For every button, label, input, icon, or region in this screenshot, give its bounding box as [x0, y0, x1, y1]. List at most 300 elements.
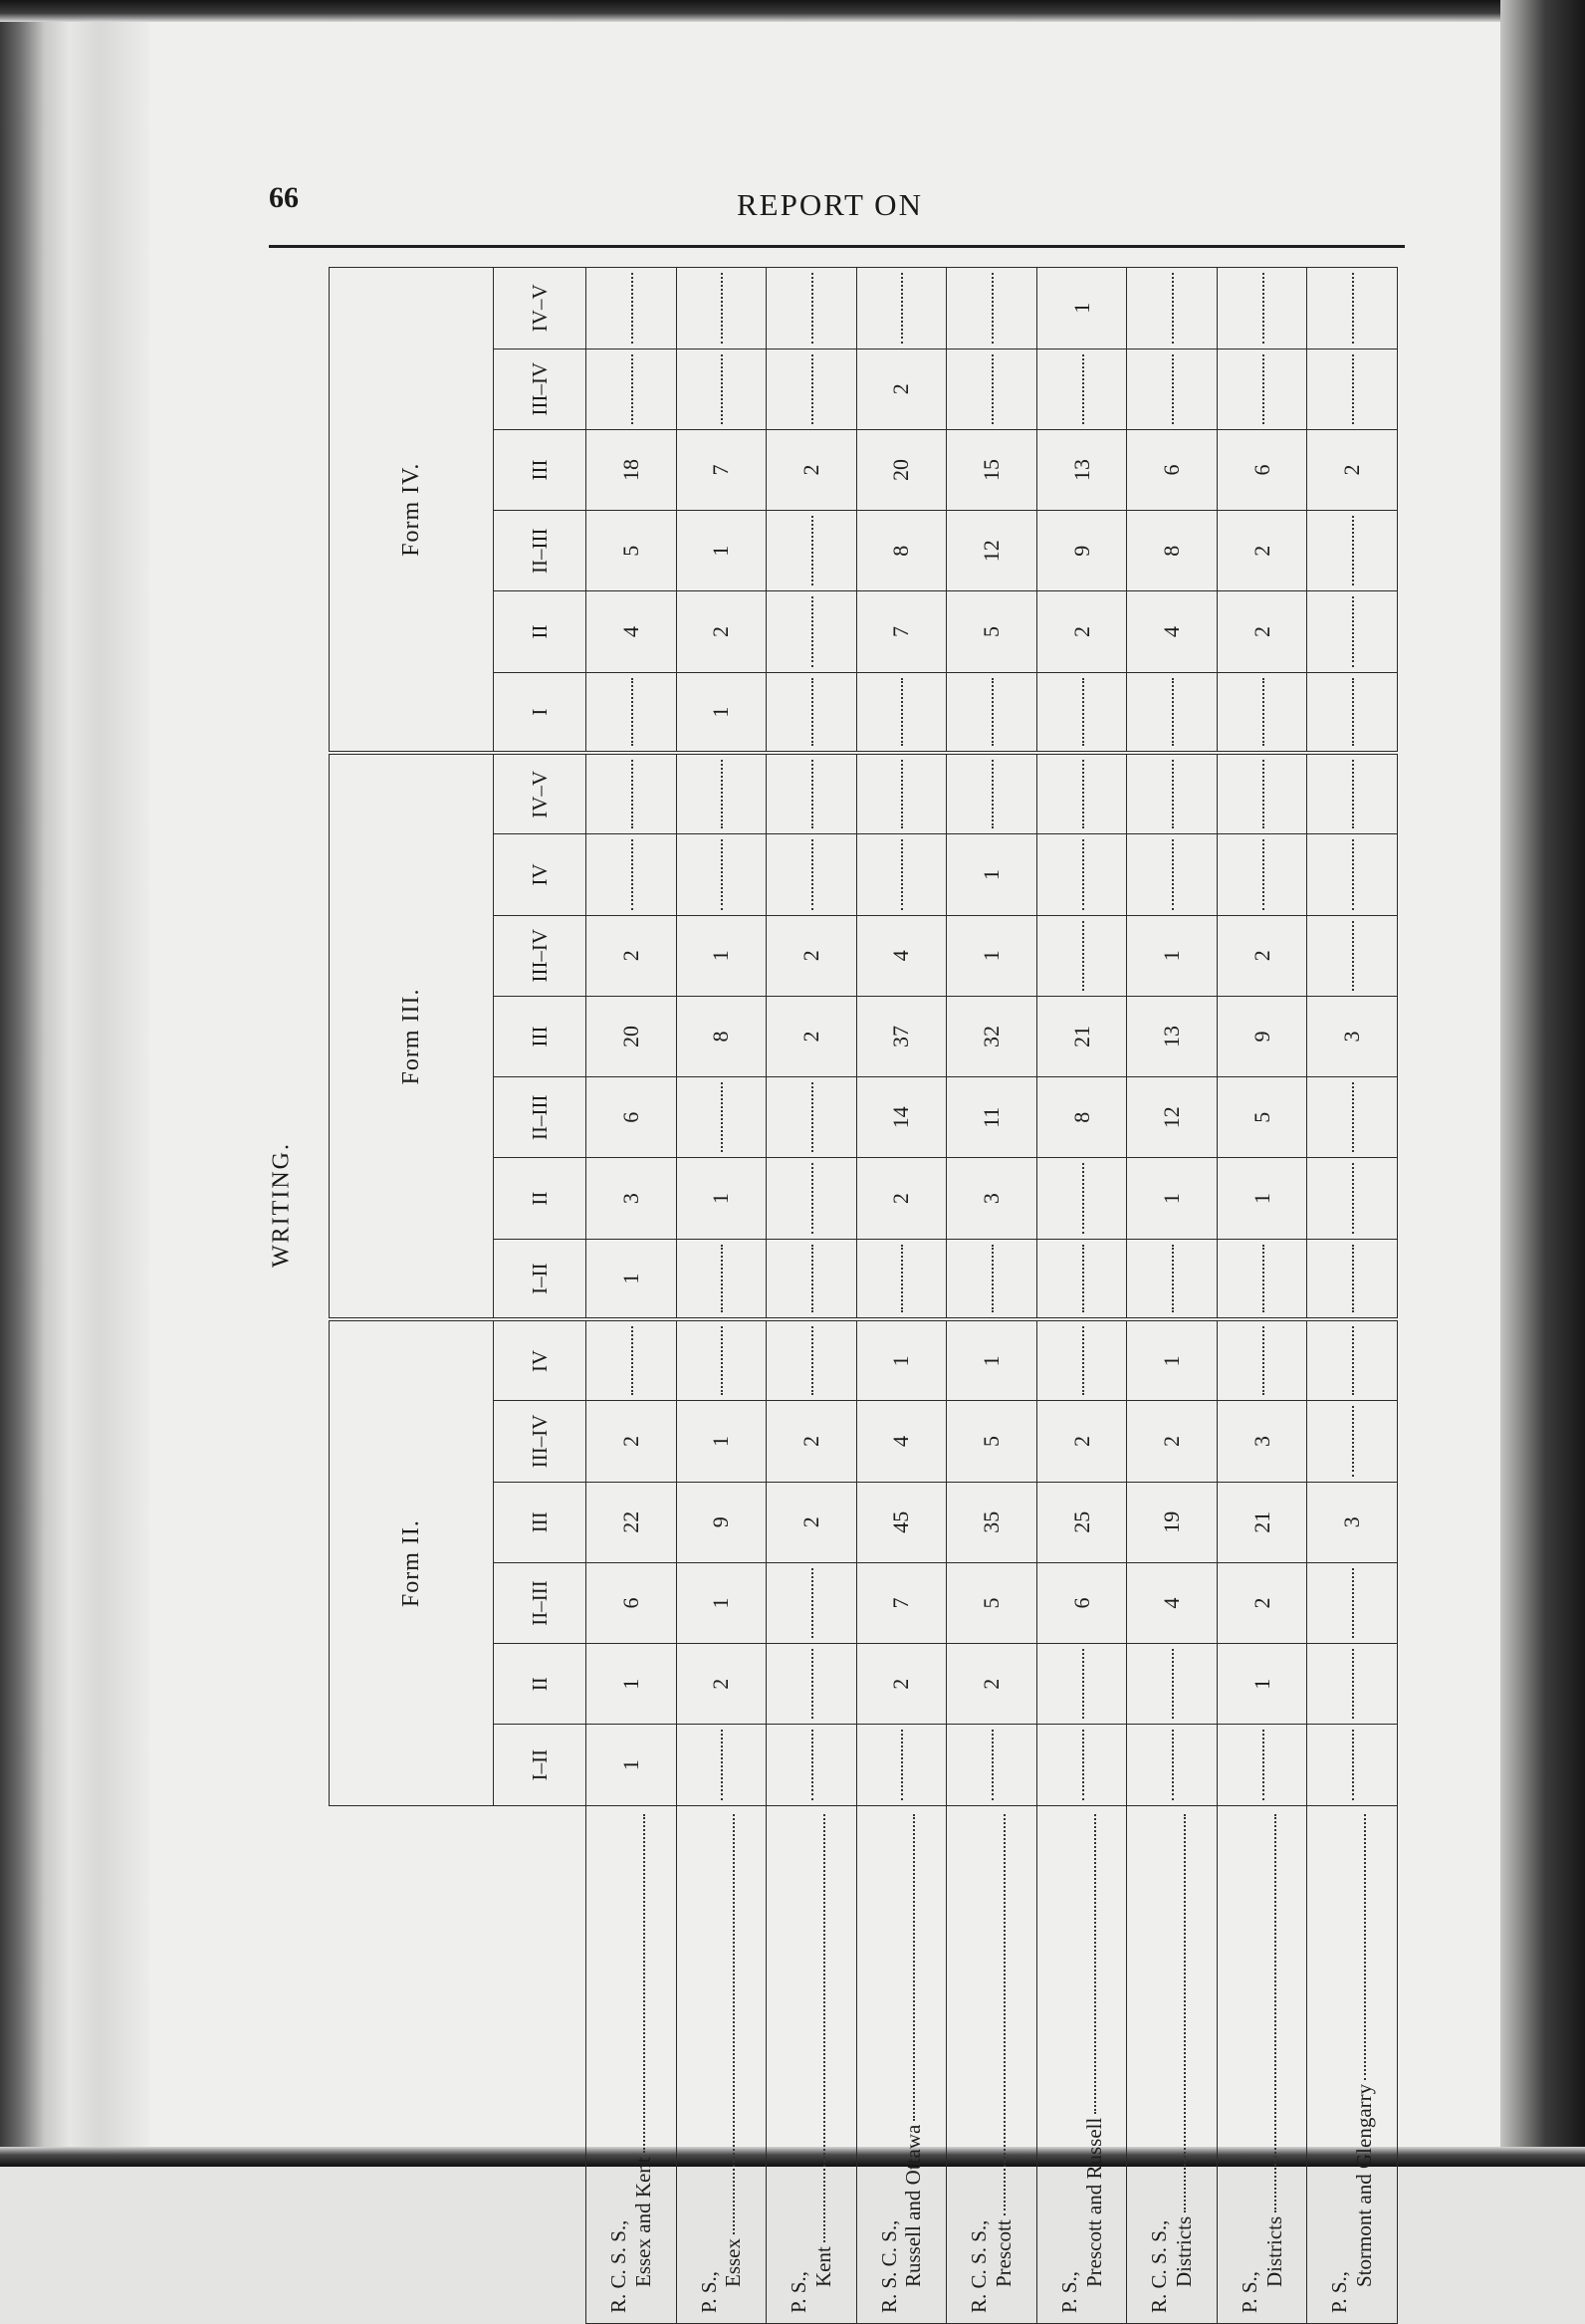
school-type-label: R. C. S. S.,: [606, 2219, 630, 2313]
district-cell: [676, 1805, 767, 2323]
empty-cell-leader: [947, 1239, 1037, 1319]
dot-leader: [1082, 354, 1084, 424]
count-cell: 2: [1127, 1401, 1218, 1482]
school-type-label: R. C. S. S.,: [1147, 2219, 1172, 2313]
count-cell: 6: [586, 1077, 677, 1158]
count-cell: 1: [1217, 1644, 1307, 1725]
district-cell: [767, 1805, 857, 2323]
column-header: III–IV: [494, 1401, 586, 1482]
table-body: [586, 268, 1398, 2324]
empty-cell-leader: [1036, 834, 1127, 915]
dot-leader: [811, 1649, 813, 1719]
dot-leader: [811, 1163, 813, 1233]
empty-cell-leader: [1307, 1239, 1398, 1319]
count-cell: 2: [856, 349, 947, 429]
district-cell: [1127, 1805, 1218, 2323]
empty-cell-leader: [947, 1725, 1037, 1805]
table-row: [1307, 268, 1398, 2324]
scan-border-right: [1500, 0, 1585, 2167]
dot-leader: [811, 1568, 813, 1638]
empty-cell-leader: [767, 1725, 857, 1805]
empty-cell-leader: [856, 1725, 947, 1805]
district-name: Districts: [1172, 2215, 1197, 2287]
count-cell: 37: [856, 996, 947, 1076]
count-cell: 11: [947, 1077, 1037, 1158]
dot-leader: [631, 760, 633, 828]
count-cell: 2: [586, 1401, 677, 1482]
empty-cell-leader: [1127, 1644, 1218, 1725]
dot-leader: [631, 678, 633, 747]
school-type-label: P. S.,: [1056, 2270, 1081, 2313]
form-iii-header: Form III.: [330, 753, 494, 1319]
dot-leader: [1172, 760, 1174, 828]
empty-cell-leader: [1127, 1725, 1218, 1805]
empty-cell-leader: [767, 1562, 857, 1643]
dot-leader: [1172, 1730, 1174, 1799]
dot-leader: [1352, 1082, 1354, 1152]
count-cell: 3: [947, 1158, 1037, 1239]
column-header: IV–V: [494, 753, 586, 833]
dot-leader: [1172, 1649, 1174, 1719]
count-cell: 1: [1127, 1319, 1218, 1400]
empty-cell-leader: [1307, 672, 1398, 753]
dot-leader: [901, 273, 903, 344]
count-cell: 15: [947, 429, 1037, 510]
count-cell: 9: [1036, 511, 1127, 591]
count-cell: 4: [1127, 591, 1218, 672]
empty-cell-leader: [586, 1319, 677, 1400]
dot-leader: [1262, 1245, 1264, 1313]
count-cell: 18: [586, 429, 677, 510]
dot-leader: [721, 273, 723, 344]
count-cell: 8: [676, 996, 767, 1076]
count-cell: 4: [856, 1401, 947, 1482]
empty-cell-leader: [1127, 268, 1218, 349]
dot-leader: [1262, 678, 1264, 747]
dot-leader: [1172, 678, 1174, 747]
district-name: Districts: [1261, 2215, 1286, 2287]
dot-leader: [1262, 354, 1264, 424]
dot-leader: [1274, 1814, 1276, 2212]
column-header: II: [494, 591, 586, 672]
school-type-label: R. C. S. S.,: [967, 2219, 992, 2313]
dot-leader: [1352, 1245, 1354, 1313]
dot-leader: [1082, 1163, 1084, 1233]
district-name-line: [1172, 1814, 1197, 2313]
dot-leader: [811, 678, 813, 747]
district-name-line: [631, 1814, 656, 2313]
count-cell: 2: [1036, 591, 1127, 672]
count-cell: 14: [856, 1077, 947, 1158]
empty-cell-leader: [767, 1239, 857, 1319]
count-cell: 2: [856, 1158, 947, 1239]
count-cell: 45: [856, 1482, 947, 1562]
empty-cell-leader: [1036, 1644, 1127, 1725]
header-rule: [269, 245, 1405, 248]
dot-leader: [811, 839, 813, 909]
empty-cell-leader: [767, 1077, 857, 1158]
dot-leader: [1352, 921, 1354, 991]
district-cell: [947, 1805, 1037, 2323]
dot-leader: [1352, 354, 1354, 424]
dot-leader: [1094, 1814, 1096, 2114]
count-cell: 21: [1217, 1482, 1307, 1562]
dot-leader: [721, 1326, 723, 1395]
count-cell: 2: [947, 1644, 1037, 1725]
count-cell: 6: [1217, 429, 1307, 510]
empty-cell-leader: [1217, 1319, 1307, 1400]
dot-leader: [1352, 1163, 1354, 1233]
count-cell: 1: [947, 834, 1037, 915]
empty-cell-leader: [1217, 834, 1307, 915]
running-head: REPORT ON: [737, 187, 923, 222]
dot-leader: [631, 273, 633, 344]
dot-leader: [1352, 839, 1354, 909]
empty-cell-leader: [1307, 1401, 1398, 1482]
dot-leader: [1004, 1814, 1006, 2216]
dot-leader: [1352, 1649, 1354, 1719]
empty-cell-leader: [856, 1239, 947, 1319]
count-cell: 1: [947, 915, 1037, 996]
dot-leader: [631, 839, 633, 909]
district-name: Russell and Ottawa: [901, 2124, 926, 2287]
empty-cell-leader: [767, 591, 857, 672]
empty-cell-leader: [676, 1319, 767, 1400]
empty-cell-leader: [1036, 753, 1127, 833]
empty-cell-leader: [856, 268, 947, 349]
empty-cell-leader: [1307, 753, 1398, 833]
writing-table: [329, 267, 1398, 2324]
dot-leader: [901, 839, 903, 909]
column-header: II: [494, 1644, 586, 1725]
empty-cell-leader: [676, 1239, 767, 1319]
empty-cell-leader: [676, 753, 767, 833]
table-row: [856, 268, 947, 2324]
dot-leader: [811, 596, 813, 666]
count-cell: 1: [1127, 915, 1218, 996]
empty-cell-leader: [1307, 1077, 1398, 1158]
empty-cell-leader: [1307, 1562, 1398, 1643]
dot-leader: [1364, 1814, 1366, 2080]
empty-cell-leader: [1307, 1319, 1398, 1400]
empty-cell-leader: [1036, 915, 1127, 996]
count-cell: 3: [1217, 1401, 1307, 1482]
column-header: IV–V: [494, 268, 586, 349]
district-cell: [856, 1805, 947, 2323]
count-cell: 2: [1307, 429, 1398, 510]
dot-leader: [721, 1730, 723, 1799]
dot-leader: [721, 1082, 723, 1152]
count-cell: 25: [1036, 1482, 1127, 1562]
count-cell: 7: [676, 429, 767, 510]
dot-leader: [1352, 596, 1354, 666]
dot-leader: [1172, 839, 1174, 909]
empty-cell-leader: [1036, 1725, 1127, 1805]
count-cell: 5: [947, 1401, 1037, 1482]
school-type-label: P. S.,: [1327, 2270, 1352, 2313]
dot-leader: [811, 1326, 813, 1395]
district-name: Stormont and Glengarry: [1352, 2083, 1377, 2287]
dot-leader: [1352, 516, 1354, 585]
form-group-header-row: [330, 268, 494, 2324]
count-cell: 2: [856, 1644, 947, 1725]
empty-cell-leader: [1307, 915, 1398, 996]
empty-cell-leader: [586, 672, 677, 753]
district-cell: [586, 1805, 677, 2323]
empty-cell-leader: [676, 1077, 767, 1158]
dot-leader: [1082, 1326, 1084, 1395]
column-header: III–IV: [494, 349, 586, 429]
count-cell: 35: [947, 1482, 1037, 1562]
empty-cell-leader: [947, 753, 1037, 833]
empty-cell-leader: [1307, 591, 1398, 672]
dot-leader: [1352, 1730, 1354, 1799]
count-cell: 1: [1127, 1158, 1218, 1239]
empty-cell-leader: [1036, 672, 1127, 753]
district-name-line: [811, 1814, 836, 2313]
count-cell: 1: [1217, 1158, 1307, 1239]
dot-leader: [1082, 921, 1084, 991]
empty-cell-leader: [586, 349, 677, 429]
count-cell: 2: [1217, 511, 1307, 591]
column-header: II: [494, 1158, 586, 1239]
count-cell: 2: [1217, 591, 1307, 672]
empty-cell-leader: [676, 268, 767, 349]
dot-leader: [631, 354, 633, 424]
empty-cell-leader: [586, 834, 677, 915]
column-header: I–II: [494, 1239, 586, 1319]
empty-cell-leader: [767, 1158, 857, 1239]
empty-cell-leader: [767, 1319, 857, 1400]
form-ii-header: Form II.: [330, 1319, 494, 1805]
dot-leader: [1082, 760, 1084, 828]
count-cell: 3: [1307, 996, 1398, 1076]
count-cell: 12: [947, 511, 1037, 591]
empty-cell-leader: [767, 753, 857, 833]
district-name: Kent: [810, 2246, 835, 2287]
column-header: I: [494, 672, 586, 753]
count-cell: 22: [586, 1482, 677, 1562]
dot-leader: [823, 1814, 825, 2242]
count-cell: 2: [1217, 1562, 1307, 1643]
empty-cell-leader: [1036, 1319, 1127, 1400]
count-cell: 2: [767, 1401, 857, 1482]
district-name: Essex and Kent: [630, 2157, 655, 2287]
count-cell: 1: [947, 1319, 1037, 1400]
section-title: WRITING.: [268, 1142, 295, 1268]
count-cell: 9: [676, 1482, 767, 1562]
count-cell: 8: [856, 511, 947, 591]
dot-leader: [1352, 1406, 1354, 1476]
scan-border-left: [0, 0, 149, 2167]
empty-cell-leader: [856, 834, 947, 915]
count-cell: 13: [1036, 429, 1127, 510]
column-header: III: [494, 1482, 586, 1562]
count-cell: 5: [1217, 1077, 1307, 1158]
count-cell: 2: [586, 915, 677, 996]
dot-leader: [901, 1730, 903, 1799]
column-header: IV: [494, 1319, 586, 1400]
dot-leader: [1082, 1649, 1084, 1719]
dot-leader: [992, 273, 994, 344]
empty-cell-leader: [947, 672, 1037, 753]
dot-leader: [811, 1082, 813, 1152]
count-cell: 2: [676, 591, 767, 672]
school-type-label: R. S. C. S.,: [876, 2219, 901, 2313]
count-cell: 32: [947, 996, 1037, 1076]
school-type-label: P. S.,: [787, 2270, 811, 2313]
dot-leader: [1262, 839, 1264, 909]
empty-cell-leader: [1217, 1239, 1307, 1319]
empty-cell-leader: [767, 1644, 857, 1725]
dot-leader: [811, 760, 813, 828]
district-cell: [1307, 1805, 1398, 2323]
empty-cell-leader: [676, 1725, 767, 1805]
count-cell: 2: [1036, 1401, 1127, 1482]
count-cell: 1: [676, 672, 767, 753]
empty-cell-leader: [1217, 349, 1307, 429]
count-cell: 21: [1036, 996, 1127, 1076]
dot-leader: [1082, 1245, 1084, 1313]
empty-cell-leader: [1307, 1158, 1398, 1239]
count-cell: 1: [1036, 268, 1127, 349]
empty-cell-leader: [856, 672, 947, 753]
count-cell: 2: [767, 915, 857, 996]
count-cell: 1: [676, 1158, 767, 1239]
empty-cell-leader: [767, 349, 857, 429]
form-iv-header: Form IV.: [330, 268, 494, 754]
dot-leader: [1082, 1730, 1084, 1799]
district-name-line: [1082, 1814, 1107, 2313]
dot-leader: [1172, 273, 1174, 344]
count-cell: 5: [586, 511, 677, 591]
empty-cell-leader: [1127, 753, 1218, 833]
dot-leader: [811, 273, 813, 344]
count-cell: 4: [856, 915, 947, 996]
district-name: Prescott and Russell: [1081, 2117, 1106, 2287]
table-row: [1127, 268, 1218, 2324]
column-header: I–II: [494, 1725, 586, 1805]
district-name-line: [901, 1814, 926, 2313]
empty-cell-leader: [1307, 349, 1398, 429]
district-cell: [1217, 1805, 1307, 2323]
district-name-line: [1352, 1814, 1377, 2313]
empty-cell-leader: [947, 349, 1037, 429]
count-cell: 5: [947, 591, 1037, 672]
count-cell: 12: [1127, 1077, 1218, 1158]
empty-cell-leader: [1307, 834, 1398, 915]
district-column-header: [330, 1805, 586, 2323]
count-cell: 1: [586, 1725, 677, 1805]
scan-border-top: [0, 0, 1585, 22]
count-cell: 19: [1127, 1482, 1218, 1562]
dot-leader: [721, 839, 723, 909]
column-header: III: [494, 996, 586, 1076]
table-row: [947, 268, 1037, 2324]
dot-leader: [992, 1730, 994, 1799]
district-name: Essex: [721, 2238, 746, 2287]
empty-cell-leader: [586, 753, 677, 833]
count-cell: 2: [767, 1482, 857, 1562]
dot-leader: [992, 1245, 994, 1313]
count-cell: 3: [1307, 1482, 1398, 1562]
empty-cell-leader: [767, 511, 857, 591]
empty-cell-leader: [947, 268, 1037, 349]
dot-leader: [901, 760, 903, 828]
table-row: [586, 268, 677, 2324]
empty-cell-leader: [1217, 753, 1307, 833]
empty-cell-leader: [1307, 511, 1398, 591]
empty-cell-leader: [767, 834, 857, 915]
count-cell: 8: [1127, 511, 1218, 591]
school-type-label: P. S.,: [696, 2270, 721, 2313]
count-cell: 8: [1036, 1077, 1127, 1158]
dot-leader: [1262, 1326, 1264, 1395]
count-cell: 1: [676, 915, 767, 996]
dot-leader: [1262, 760, 1264, 828]
count-cell: 2: [1217, 915, 1307, 996]
empty-cell-leader: [1127, 349, 1218, 429]
count-cell: 9: [1217, 996, 1307, 1076]
dot-leader: [631, 1326, 633, 1395]
dot-leader: [901, 678, 903, 747]
column-header: II–III: [494, 1077, 586, 1158]
count-cell: 1: [676, 511, 767, 591]
count-cell: 7: [856, 1562, 947, 1643]
count-cell: 5: [947, 1562, 1037, 1643]
empty-cell-leader: [1036, 1239, 1127, 1319]
dot-leader: [913, 1814, 915, 2121]
district-name: Prescott: [991, 2219, 1016, 2287]
district-name-line: [992, 1814, 1017, 2313]
writing-table-rotated: [329, 267, 1398, 2324]
count-cell: 1: [586, 1239, 677, 1319]
dot-leader: [721, 1245, 723, 1313]
table-row: [767, 268, 857, 2324]
count-cell: 1: [676, 1401, 767, 1482]
empty-cell-leader: [1217, 268, 1307, 349]
empty-cell-leader: [856, 753, 947, 833]
empty-cell-leader: [1307, 268, 1398, 349]
count-cell: 13: [1127, 996, 1218, 1076]
count-cell: 4: [1127, 1562, 1218, 1643]
empty-cell-leader: [676, 834, 767, 915]
count-cell: 1: [676, 1562, 767, 1643]
empty-cell-leader: [767, 268, 857, 349]
school-type-label: P. S.,: [1237, 2270, 1261, 2313]
dot-leader: [992, 760, 994, 828]
count-cell: 3: [586, 1158, 677, 1239]
column-header: III: [494, 429, 586, 510]
count-cell: 2: [676, 1644, 767, 1725]
table-row: [676, 268, 767, 2324]
empty-cell-leader: [1217, 1725, 1307, 1805]
empty-cell-leader: [767, 672, 857, 753]
count-cell: 6: [1127, 429, 1218, 510]
count-cell: 2: [767, 996, 857, 1076]
empty-cell-leader: [1127, 834, 1218, 915]
dot-leader: [733, 1814, 735, 2234]
count-cell: 4: [586, 591, 677, 672]
dot-leader: [1352, 760, 1354, 828]
empty-cell-leader: [1036, 349, 1127, 429]
dot-leader: [1352, 1568, 1354, 1638]
dot-leader: [1172, 354, 1174, 424]
dot-leader: [992, 354, 994, 424]
empty-cell-leader: [1217, 672, 1307, 753]
count-cell: 6: [586, 1562, 677, 1643]
empty-cell-leader: [676, 349, 767, 429]
